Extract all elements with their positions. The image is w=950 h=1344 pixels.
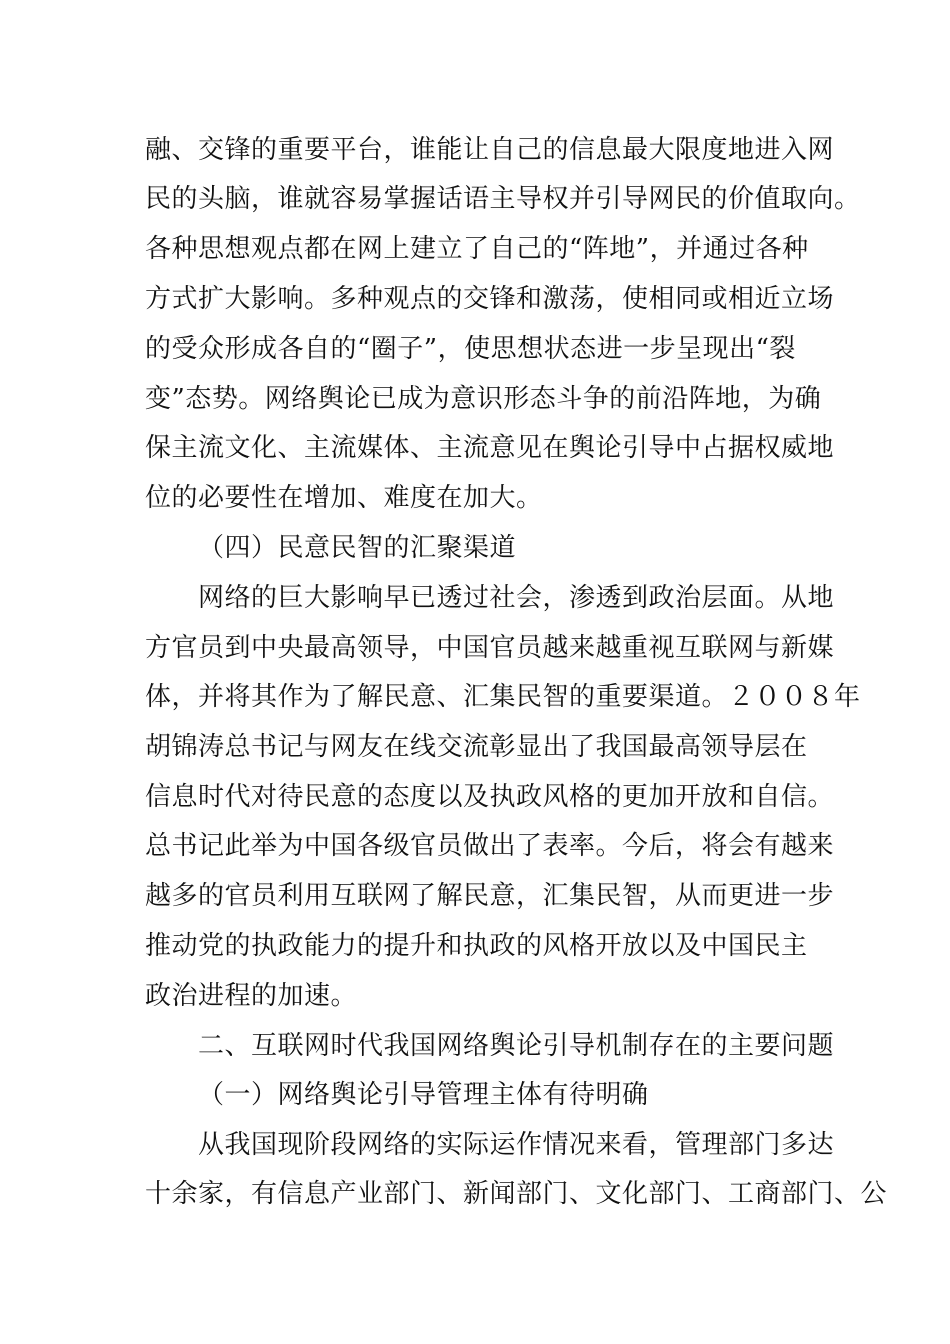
subsection-heading: （一）网络舆论引导管理主体有待明确 xyxy=(198,1080,649,1110)
paragraph-line: 民的头脑，谁就容易掌握话语主导权并引导网民的价值取向。 xyxy=(145,184,861,214)
paragraph-line: 变”态势。网络舆论已成为意识形态斗争的前沿阵地，为确 xyxy=(145,384,822,414)
paragraph-line: 越多的官员利用互联网了解民意，汇集民智，从而更进一步 xyxy=(145,881,835,911)
paragraph-line: 信息时代对待民意的态度以及执政风格的更加开放和自信。 xyxy=(145,782,835,812)
section-heading: （四）民意民智的汇聚渠道 xyxy=(198,533,517,563)
paragraph-line: 方式扩大影响。多种观点的交锋和激荡，使相同或相近立场 xyxy=(145,284,835,314)
paragraph-line: 十余家，有信息产业部门、新闻部门、文化部门、工商部门、公 xyxy=(145,1179,888,1209)
paragraph-line: 融、交锋的重要平台，谁能让自己的信息最大限度地进入网 xyxy=(145,135,835,165)
paragraph-line: 位的必要性在增加、难度在加大。 xyxy=(145,483,543,513)
paragraph-line: 体，并将其作为了解民意、汇集民智的重要渠道。２００８年 xyxy=(145,682,861,712)
paragraph-line: 政治进程的加速。 xyxy=(145,981,358,1011)
paragraph-line: 各种思想观点都在网上建立了自己的“阵地”，并通过各种 xyxy=(145,234,809,264)
paragraph-line: 方官员到中央最高领导，中国官员越来越重视互联网与新媒 xyxy=(145,633,835,663)
section-heading: 二、互联网时代我国网络舆论引导机制存在的主要问题 xyxy=(198,1031,835,1061)
paragraph-line: 网络的巨大影响早已透过社会，渗透到政治层面。从地 xyxy=(198,583,835,613)
paragraph-line: 保主流文化、主流媒体、主流意见在舆论引导中占据权威地 xyxy=(145,433,835,463)
paragraph-line: 从我国现阶段网络的实际运作情况来看，管理部门多达 xyxy=(198,1130,835,1160)
paragraph-line: 推动党的执政能力的提升和执政的风格开放以及中国民主 xyxy=(145,931,808,961)
paragraph-line: 总书记此举为中国各级官员做出了表率。今后，将会有越来 xyxy=(145,831,835,861)
paragraph-line: 胡锦涛总书记与网友在线交流彰显出了我国最高领导层在 xyxy=(145,732,808,762)
paragraph-line: 的受众形成各自的“圈子”，使思想状态进一步呈现出“裂 xyxy=(145,334,796,364)
